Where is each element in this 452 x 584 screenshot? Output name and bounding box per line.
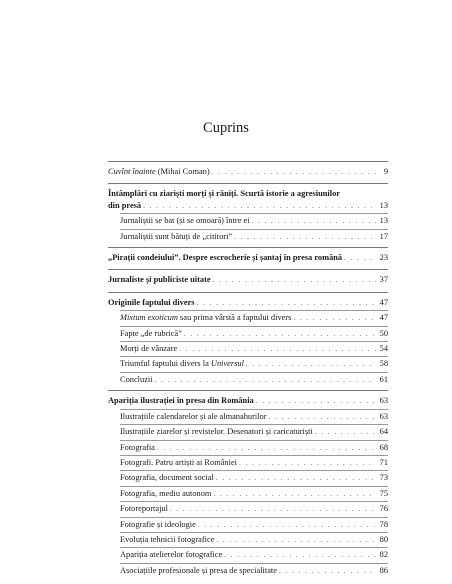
toc-page-number: 80 bbox=[379, 534, 388, 544]
page-title: Cuprins bbox=[203, 120, 249, 136]
subdivider bbox=[120, 470, 388, 471]
toc-page-number: 9 bbox=[383, 167, 388, 176]
toc-entry[interactable] bbox=[108, 549, 388, 561]
toc-group-agresiuni bbox=[108, 184, 388, 247]
toc-page-number: 68 bbox=[379, 442, 388, 452]
toc-entry[interactable] bbox=[108, 519, 388, 531]
toc-entry[interactable] bbox=[108, 200, 388, 212]
subdivider bbox=[120, 563, 388, 564]
toc-entry[interactable] bbox=[108, 231, 388, 243]
toc-entry[interactable] bbox=[108, 488, 388, 500]
toc-entry-text: sau prima vârstă a faptului divers bbox=[177, 313, 292, 323]
subdivider bbox=[120, 341, 388, 342]
dot-leader bbox=[279, 566, 376, 577]
toc-page-number: 75 bbox=[379, 488, 388, 498]
toc-entry-text: Fotografie și ideologie bbox=[120, 519, 196, 529]
subdivider bbox=[120, 486, 388, 487]
toc-page-number: 76 bbox=[379, 504, 388, 514]
toc-entry[interactable] bbox=[108, 411, 388, 423]
toc-entry[interactable] bbox=[108, 426, 388, 438]
toc-entry-text: Fotografia bbox=[120, 442, 155, 452]
toc-entry-text: Apariția ilustrației în presa din România bbox=[108, 396, 254, 406]
toc-entry[interactable] bbox=[108, 565, 388, 577]
table-of-contents bbox=[108, 161, 388, 577]
toc-entry-text: Triumful faptului divers la bbox=[120, 359, 211, 369]
subdivider bbox=[120, 213, 388, 214]
dot-leader bbox=[197, 298, 376, 309]
subdivider bbox=[120, 547, 388, 548]
toc-entry[interactable] bbox=[108, 312, 388, 324]
subdivider bbox=[120, 229, 388, 230]
toc-group-foreword bbox=[108, 162, 388, 183]
dot-leader bbox=[256, 396, 376, 407]
subdivider bbox=[120, 455, 388, 456]
toc-entry-text: Asociațiile profesionale și presa de specialitate bbox=[120, 565, 277, 575]
subdivider bbox=[120, 440, 388, 441]
dot-leader bbox=[239, 458, 376, 469]
toc-page-number: 54 bbox=[379, 344, 388, 354]
dot-leader bbox=[213, 275, 376, 286]
toc-group-pirati bbox=[108, 248, 388, 269]
toc-entry-text: „Pirații condeiului”. Despre escrocherie și șantaj în presa română bbox=[108, 253, 343, 263]
toc-entry[interactable] bbox=[108, 534, 388, 546]
toc-entry-text: Concluzii bbox=[120, 374, 153, 384]
toc-page-number: 63 bbox=[379, 411, 388, 421]
dot-leader bbox=[212, 167, 376, 178]
toc-page-number: 13 bbox=[379, 216, 388, 226]
dot-leader bbox=[155, 375, 376, 386]
toc-page-number: 13 bbox=[379, 200, 388, 210]
toc-entry-text: Morți de vânzare bbox=[120, 344, 178, 354]
toc-page-number: 37 bbox=[379, 275, 388, 285]
toc-entry[interactable] bbox=[108, 442, 388, 454]
toc-page-number: 73 bbox=[379, 473, 388, 483]
dot-leader bbox=[269, 412, 377, 423]
dot-leader bbox=[234, 232, 376, 243]
toc-page-number: 82 bbox=[379, 550, 388, 560]
dot-leader bbox=[157, 443, 376, 454]
toc-entry[interactable] bbox=[108, 374, 388, 386]
dot-leader bbox=[344, 253, 376, 264]
toc-page-number: 17 bbox=[379, 231, 388, 241]
toc-entry-text: Originile faptului divers bbox=[108, 297, 195, 307]
toc-entry-text: Jurnaliste și publiciste uitate bbox=[108, 275, 211, 285]
toc-page-number: 47 bbox=[379, 313, 388, 323]
dot-leader bbox=[293, 313, 376, 324]
toc-entry[interactable] bbox=[108, 328, 388, 340]
dot-leader bbox=[143, 201, 376, 212]
toc-entry-text: (Mihai Coman) bbox=[155, 167, 210, 176]
toc-entry-italic: Mixtum exoticum bbox=[120, 313, 178, 323]
subdivider bbox=[120, 356, 388, 357]
toc-group-jurnaliste bbox=[108, 270, 388, 291]
toc-entry[interactable] bbox=[108, 274, 388, 286]
dot-leader bbox=[252, 216, 376, 227]
dot-leader bbox=[315, 427, 376, 438]
toc-entry[interactable] bbox=[108, 503, 388, 515]
toc-group-fapt-divers bbox=[108, 293, 388, 390]
toc-entry-italic: Universul bbox=[210, 359, 244, 369]
toc-entry[interactable] bbox=[108, 215, 388, 227]
toc-entry-text: Evoluția tehnicii fotografice bbox=[120, 534, 215, 544]
toc-entry-text: Jurnaliștii se bat (și se omoară) între ei bbox=[120, 216, 250, 226]
toc-entry-text: Ilustrațiile ziarelor și revistelor. Desenatori și caricaturiști bbox=[120, 427, 313, 437]
subdivider bbox=[120, 409, 388, 410]
toc-entry-text: Fapte „de rubrică” bbox=[120, 328, 182, 338]
toc-entry-italic: Cuvînt înainte bbox=[108, 167, 156, 176]
toc-page-number: 61 bbox=[379, 374, 388, 384]
dot-leader bbox=[198, 520, 376, 531]
toc-entry[interactable] bbox=[108, 166, 388, 178]
toc-entry[interactable] bbox=[108, 297, 388, 309]
toc-entry-text: Fotografi. Patru artiști ai României bbox=[120, 457, 237, 467]
toc-page-number: 58 bbox=[379, 359, 388, 369]
toc-page-number: 47 bbox=[379, 297, 388, 307]
dot-leader bbox=[246, 359, 376, 370]
dot-leader bbox=[184, 329, 376, 340]
subdivider bbox=[120, 532, 388, 533]
dot-leader bbox=[179, 344, 376, 355]
toc-heading-line1: Întâmplări cu ziariști morți și răniți. Scurtă istorie a agresiunilor bbox=[108, 189, 340, 199]
toc-page-number: 78 bbox=[379, 519, 388, 529]
subdivider bbox=[120, 501, 388, 502]
toc-entry-text: Fotografia, mediu autonom bbox=[120, 488, 212, 498]
toc-page-number: 71 bbox=[379, 457, 388, 467]
dot-leader bbox=[170, 504, 376, 515]
toc-heading-line2: din presă bbox=[108, 200, 142, 210]
dot-leader bbox=[216, 473, 376, 484]
toc-entry[interactable] bbox=[108, 457, 388, 469]
toc-page-number: 50 bbox=[379, 328, 388, 338]
toc-entry-text: Ilustrațiile calendarelor și ale almanahurilor bbox=[120, 411, 267, 421]
subdivider bbox=[120, 310, 388, 311]
toc-page-number: 64 bbox=[379, 427, 388, 437]
toc-page-number: 86 bbox=[379, 565, 388, 575]
dot-leader bbox=[224, 550, 376, 561]
toc-entry[interactable] bbox=[108, 472, 388, 484]
toc-entry-text: Fotoreportajul bbox=[120, 504, 168, 514]
toc-entry-text: Jurnaliștii sunt bătuți de „cititori” bbox=[120, 231, 233, 241]
toc-entry[interactable] bbox=[108, 358, 388, 370]
toc-entry[interactable] bbox=[108, 343, 388, 355]
subdivider bbox=[120, 517, 388, 518]
subdivider bbox=[120, 424, 388, 425]
dot-leader bbox=[213, 489, 376, 500]
toc-entry[interactable] bbox=[108, 395, 388, 407]
toc-group-ilustratie bbox=[108, 391, 388, 577]
toc-entry-text: Fotografia, document social bbox=[120, 473, 214, 483]
subdivider bbox=[120, 326, 388, 327]
toc-entry-text: Apariția atelierelor fotografice bbox=[120, 550, 223, 560]
toc-page-number: 23 bbox=[379, 253, 388, 263]
subdivider bbox=[120, 372, 388, 373]
toc-page-number: 63 bbox=[379, 396, 388, 406]
toc-entry[interactable] bbox=[108, 252, 388, 264]
dot-leader bbox=[216, 535, 376, 546]
